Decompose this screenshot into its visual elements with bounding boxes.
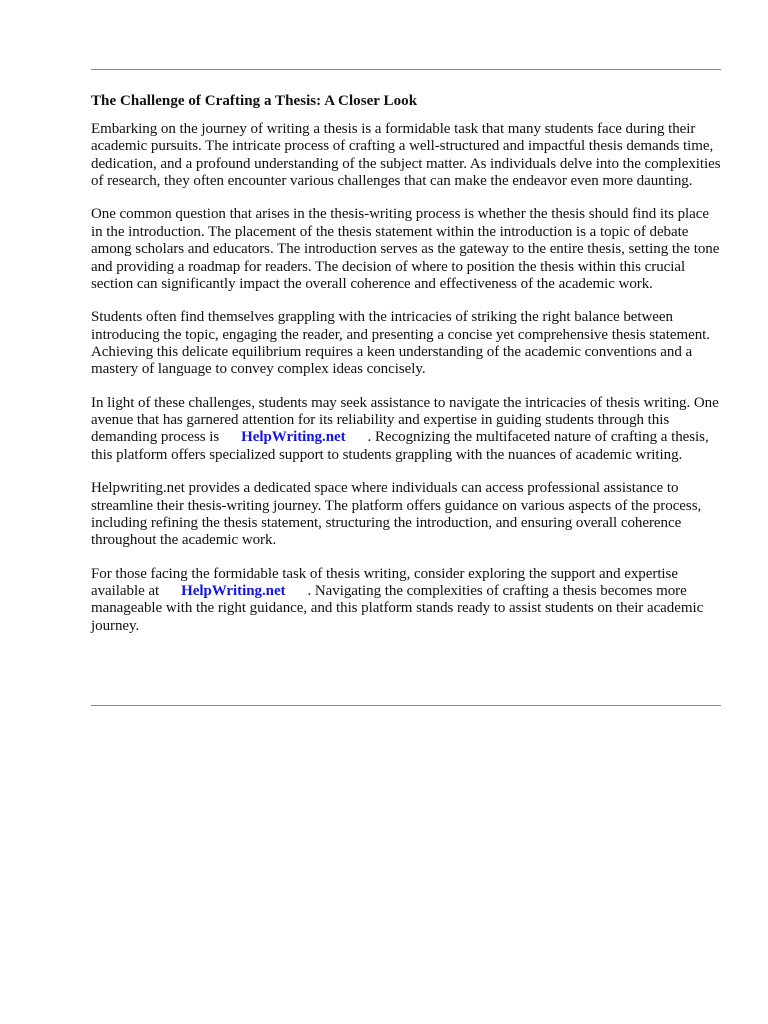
paragraph-4-text-before: In light of these challenges, students may seek assistance to navigate the intricacies of thesis writing. One avenue that has garnered attention for its reliability and expertise in guiding students through this demanding process is [91, 394, 719, 446]
paragraph-2: One common question that arises in the thesis-writing process is whether the thesis should find its place in the introduction. The placement of the thesis statement within the introduction is a topic of debate among scholars and educators. The introduction serves as the gateway to the entire thesis, setting the tone and providing a roadmap for readers. The decision of where to position the thesis within this crucial section can significantly impact the overall coherence and effectiveness of the academic work. [91, 206, 720, 293]
top-divider [91, 69, 721, 70]
bottom-divider [91, 705, 721, 706]
helpwriting-link-1[interactable]: HelpWriting.net [241, 429, 346, 446]
paragraph-1: Embarking on the journey of writing a thesis is a formidable task that many students face during their academic pursuits. The intricate process of crafting a well-structured and impactful thesis demands time, dedication, and a profound understanding of the subject matter. As individuals delve into the complexities of research, they often encounter various challenges that can make the endeavor even more daunting. [91, 121, 721, 190]
paragraph-5: Helpwriting.net provides a dedicated space where individuals can access professional assistance to streamline their thesis-writing journey. The platform offers guidance on various aspects of the process, including refining the thesis statement, structuring the introduction, and ensuring overall coherence throughout the academic work. [91, 480, 702, 549]
document-body [91, 92, 723, 651]
paragraph-6-text-after: . Navigating the complexities of crafting a thesis becomes more manageable with the right guidance, and this platform stands ready to assist students on their academic journey. [91, 582, 704, 634]
paragraph-4-text-after: . Recognizing the multifaceted nature of crafting a thesis, this platform offers specialized support to students grappling with the nuances of academic writing. [91, 429, 709, 463]
paragraph-4 [91, 395, 723, 465]
paragraph-6-text-before: For those facing the formidable task of thesis writing, consider exploring the support and expertise available at [91, 565, 678, 599]
paragraph-3: Students often find themselves grappling with the intricacies of striking the right balance between introducing the topic, engaging the reader, and presenting a concise yet comprehensive thesis statement. Achieving this delicate equilibrium requires a keen understanding of the academic conventions and a mastery of language to convey complex ideas concisely. [91, 309, 710, 378]
paragraph-6 [91, 566, 723, 636]
document-title: The Challenge of Crafting a Thesis: A Closer Look [91, 93, 418, 109]
helpwriting-link-2[interactable]: HelpWriting.net [181, 582, 286, 599]
